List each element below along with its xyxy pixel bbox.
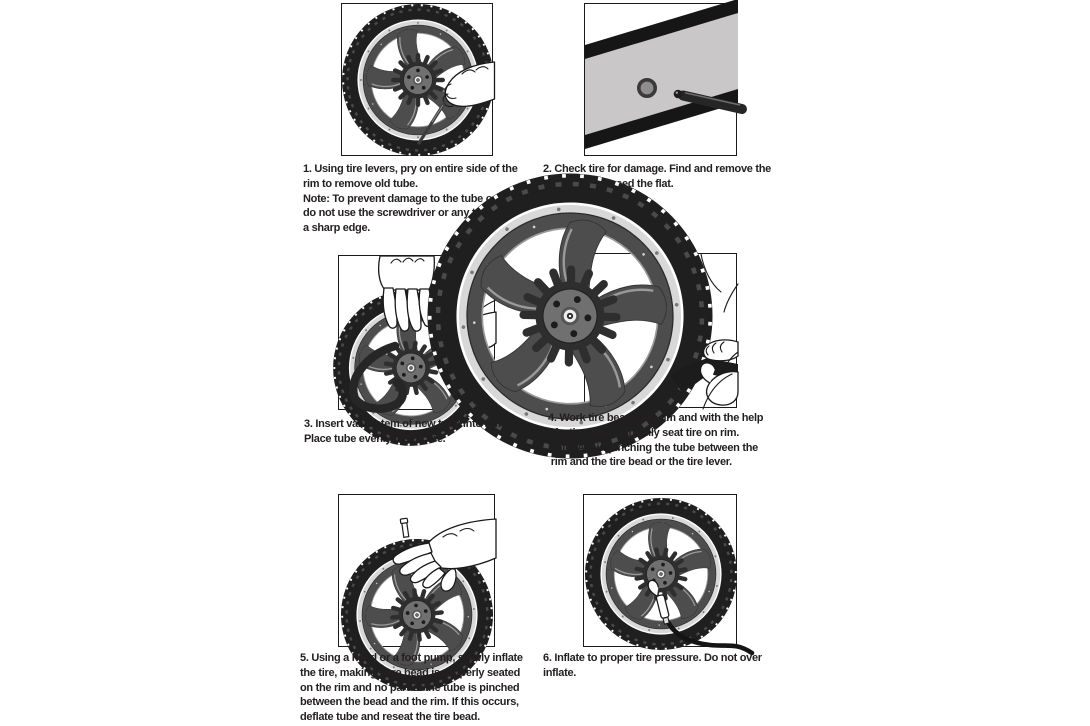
- wheel-pry-with-tire-lever-drawing: [342, 4, 494, 157]
- step-5-caption: 5. Using a hand or a foot pump, slowly inflate the tire, making sure bead is properly seated on the rim and no part of the tube is pinched between the bead and the rim. If this occurs, deflate tube and reseat the tire bead.: [300, 652, 523, 724]
- wheel-seat-bead-drawing: [585, 254, 738, 409]
- step-3-caption: 3. Insert valve stem of new tube into rim Place tube evenly inside tire.: [304, 418, 501, 445]
- step-2-caption: 2. Check tire for damage. Find and remove the object that caused the flat.: [543, 163, 771, 190]
- wheel-inflate-hose-drawing: [584, 495, 738, 648]
- step-1-caption: 1. Using tire levers, pry on entire side of the rim to remove old tube. Note: To prevent damage to the tube or tire, do not use the screwdriver or any tool with a sharp edge.: [303, 163, 518, 235]
- step-6-caption: 6. Inflate to proper tire pressure. Do not over inflate.: [543, 652, 762, 679]
- step-4-illustration: [584, 253, 737, 408]
- wheel-hand-check-bead-drawing: [339, 495, 496, 648]
- step-4-caption: 4. Work tire bead onto rim and with the help of a tire lever, carefully seat tire on rim. Note: Avoid pinching the tube between the rim and the tire bead or the tire lever.: [548, 412, 764, 469]
- step-2-illustration: [584, 3, 737, 156]
- tire-section-inspect-drawing: [585, 4, 738, 157]
- step-5-illustration: [338, 494, 495, 647]
- step-6-illustration: [583, 494, 737, 647]
- step-1-illustration: [341, 3, 493, 156]
